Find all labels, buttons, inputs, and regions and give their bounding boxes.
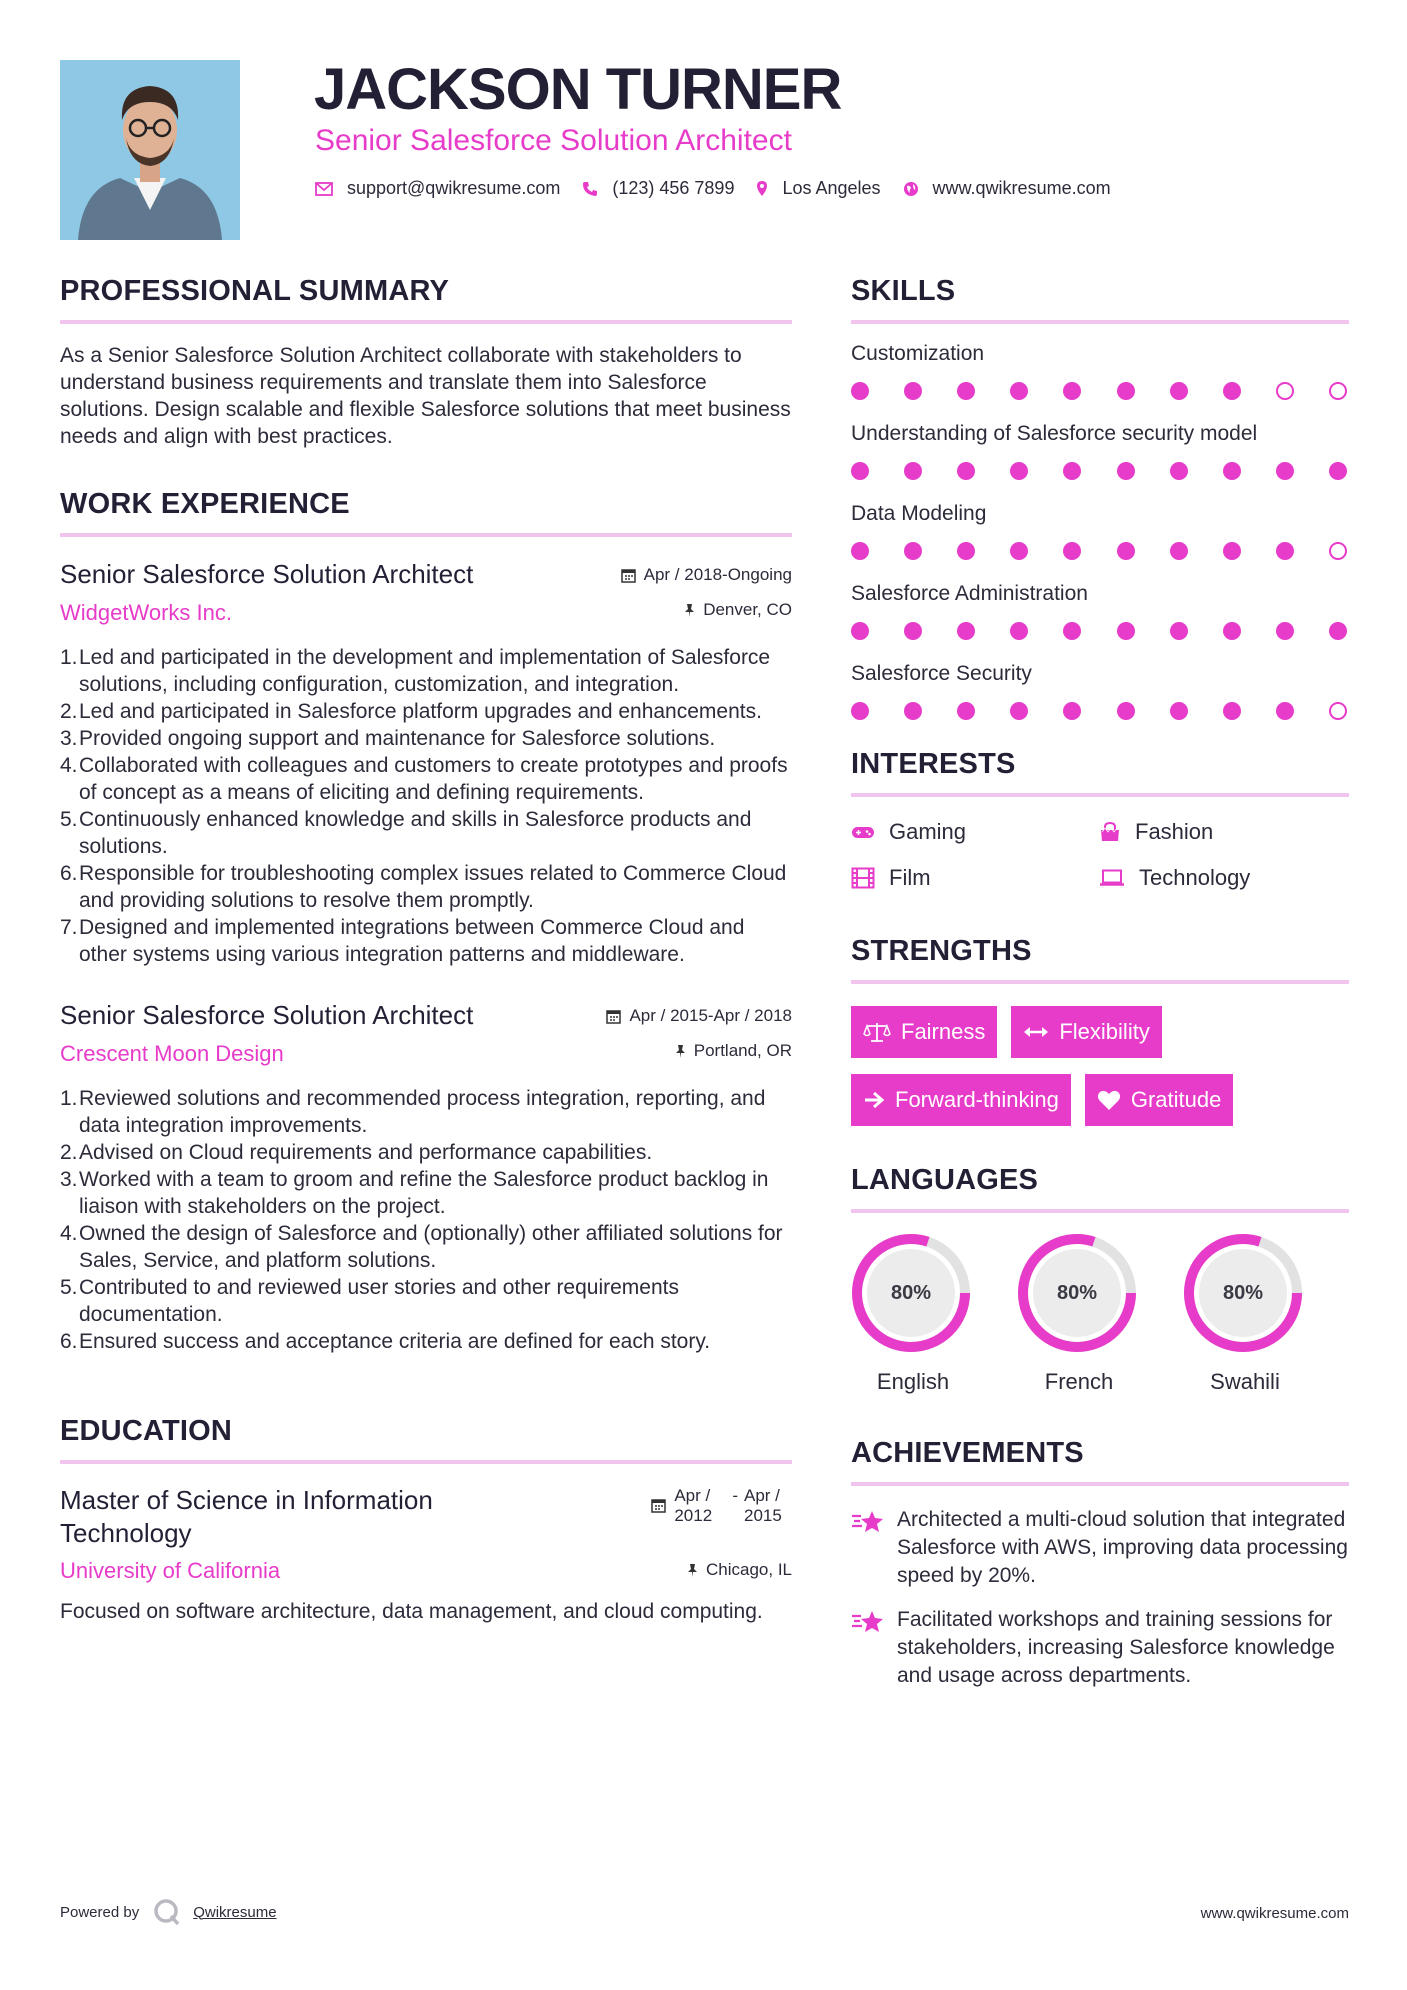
bullet-text: Led and participated in the development and implementation of Salesforce solutions, including configuration, customization, and integration.: [79, 646, 771, 696]
achievement-item: [851, 1606, 1349, 1690]
language-ring: [849, 1231, 973, 1355]
strength-chip: [1085, 1074, 1234, 1126]
skill-rating: [851, 542, 1349, 560]
rating-dot-filled: [957, 542, 975, 560]
skills-section: [851, 275, 1349, 720]
arrow-right-icon: [863, 1091, 885, 1109]
bullet-text: Designed and implemented integrations between Commerce Cloud and other systems using various integration patterns and middleware.: [79, 916, 745, 966]
interests-heading: INTERESTS: [851, 748, 1016, 780]
bullet-text: Provided ongoing support and maintenance for Salesforce solutions.: [79, 727, 716, 750]
experience-heading: WORK EXPERIENCE: [60, 488, 350, 520]
rating-dot-filled: [1223, 702, 1241, 720]
interests-list: [851, 819, 1349, 891]
education-location-text: Chicago, IL: [706, 1560, 792, 1579]
rating-dot-filled: [1329, 622, 1347, 640]
achievements-heading: ACHIEVEMENTS: [851, 1437, 1084, 1469]
rating-dot-filled: [1063, 462, 1081, 480]
rating-dot-filled: [851, 542, 869, 560]
summary-section: [60, 275, 792, 450]
interests-section: [851, 748, 1349, 891]
rating-dot-filled: [1010, 462, 1028, 480]
job-bullet: [60, 752, 792, 806]
job-date-text: Apr / 2015-Apr / 2018: [629, 1006, 792, 1025]
rating-dot-filled: [1223, 542, 1241, 560]
interest-label: Film: [889, 865, 931, 890]
film-icon: [851, 867, 875, 889]
rating-dot-filled: [1117, 702, 1135, 720]
rating-dot-filled: [904, 702, 922, 720]
bullet-text: Responsible for troubleshooting complex issues related to Commerce Cloud and providing solutions to resolve them promptly.: [79, 862, 787, 912]
footer-website[interactable]: www.qwikresume.com: [1200, 1905, 1349, 1922]
language-item: [1183, 1231, 1349, 1395]
powered-by-text: Powered by: [60, 1903, 140, 1921]
rating-dot-filled: [1276, 542, 1294, 560]
rating-dot-filled: [851, 702, 869, 720]
contact-phone[interactable]: [582, 178, 734, 199]
contact-location-text: Los Angeles: [782, 178, 881, 198]
achievements-list: [851, 1506, 1349, 1690]
skill-name: Understanding of Salesforce security model: [851, 422, 1258, 445]
languages-heading: LANGUAGES: [851, 1164, 1039, 1196]
rating-dot-filled: [904, 462, 922, 480]
strength-label: Gratitude: [1130, 1087, 1222, 1112]
summary-heading: PROFESSIONAL SUMMARY: [60, 275, 450, 307]
rating-dot-filled: [1276, 622, 1294, 640]
balance-scale-icon: [863, 1021, 891, 1043]
rating-dot-filled: [851, 622, 869, 640]
job-entry: [60, 559, 792, 968]
pushpin-icon: [684, 603, 695, 618]
skill-rating: [851, 462, 1349, 480]
rating-dot-filled: [1063, 542, 1081, 560]
rating-dot-filled: [1010, 542, 1028, 560]
job-company: Crescent Moon Design: [60, 1041, 284, 1066]
skill-name: Customization: [851, 342, 985, 365]
rating-dot-filled: [1117, 382, 1135, 400]
strength-label: Forward-thinking: [895, 1087, 1059, 1112]
achievement-text: Architected a multi-cloud solution that integrated Salesforce with AWS, improving data processing speed by 20%.: [897, 1508, 1348, 1587]
rating-dot-filled: [1170, 382, 1188, 400]
bullet-text: Reviewed solutions and recommended process integration, reporting, and data integration improvements.: [79, 1087, 766, 1137]
bullet-number: 1.: [60, 646, 78, 669]
rating-dot-filled: [1010, 622, 1028, 640]
globe-icon: [903, 181, 919, 197]
language-percent: 80%: [890, 1282, 932, 1304]
interest-item: [1099, 819, 1347, 845]
job-title: Senior Salesforce Solution Architect: [60, 1000, 474, 1030]
section-divider: [851, 980, 1349, 984]
bullet-text: Worked with a team to groom and refine the Salesforce product backlog in liaison with stakeholders on the project.: [79, 1168, 769, 1218]
section-divider: [851, 1209, 1349, 1213]
skill-item: [851, 502, 1349, 560]
rating-dot-filled: [1223, 382, 1241, 400]
education-end: Apr / 2015: [744, 1486, 782, 1525]
rating-dot-filled: [1223, 622, 1241, 640]
rating-dot-filled: [1063, 622, 1081, 640]
bullet-number: 6.: [60, 862, 78, 885]
calendar-icon: [651, 1498, 666, 1513]
skill-item: [851, 342, 1349, 400]
education-heading: EDUCATION: [60, 1415, 233, 1447]
job-bullet: [60, 1139, 792, 1166]
contact-phone-text: (123) 456 7899: [612, 178, 735, 198]
strength-chip: [851, 1074, 1071, 1126]
interest-label: Technology: [1139, 865, 1251, 890]
job-date-text: Apr / 2018-Ongoing: [643, 565, 792, 584]
rating-dot-filled: [1010, 382, 1028, 400]
strength-chip: [851, 1006, 997, 1058]
shopping-bag-icon: [1099, 821, 1121, 843]
skills-list: [851, 342, 1349, 720]
language-name: French: [1044, 1369, 1114, 1394]
strength-label: Flexibility: [1059, 1019, 1150, 1044]
bullet-text: Contributed to and reviewed user stories and other requirements documentation.: [79, 1276, 679, 1326]
language-ring: [1015, 1231, 1139, 1355]
bullet-number: 2.: [60, 1141, 78, 1164]
job-bullet: [60, 1166, 792, 1220]
job-location-text: Portland, OR: [693, 1041, 792, 1060]
calendar-icon: [621, 568, 636, 583]
strengths-section: [851, 935, 1349, 1126]
rating-dot-filled: [1170, 622, 1188, 640]
education-start: Apr / 2012: [674, 1486, 713, 1525]
job-bullet: [60, 806, 792, 860]
rating-dot-filled: [957, 702, 975, 720]
job-bullet: [60, 1274, 792, 1328]
rating-dot-filled: [1329, 462, 1347, 480]
language-ring: [1181, 1231, 1305, 1355]
rating-dot-filled: [1170, 542, 1188, 560]
interest-label: Gaming: [889, 819, 967, 844]
bullet-text: Led and participated in Salesforce platform upgrades and enhancements.: [79, 700, 762, 723]
contact-email-text: support@qwikresume.com: [347, 178, 561, 198]
bullet-text: Ensured success and acceptance criteria are defined for each story.: [79, 1330, 711, 1353]
strength-label: Fairness: [901, 1019, 986, 1044]
job-bullet: [60, 1085, 792, 1139]
section-divider: [60, 533, 792, 537]
rating-dot-filled: [957, 382, 975, 400]
job-bullets: [60, 1085, 792, 1355]
bullet-number: 4.: [60, 754, 78, 777]
shooting-star-icon: [851, 1508, 885, 1536]
school-name: University of California: [60, 1558, 281, 1583]
envelope-icon: [315, 182, 333, 196]
phone-icon: [582, 181, 598, 197]
achievements-section: [851, 1437, 1349, 1690]
experience-section: [60, 488, 792, 1355]
rating-dot-filled: [1117, 462, 1135, 480]
language-percent: 80%: [1222, 1282, 1264, 1304]
bullet-text: Owned the design of Salesforce and (optionally) other affiliated solutions for Sales, Service, and platform solutions.: [79, 1222, 783, 1272]
skill-name: Salesforce Administration: [851, 582, 1088, 605]
rating-dot-filled: [851, 382, 869, 400]
rating-dot-filled: [1010, 702, 1028, 720]
degree-title: Master of Science in Information Technology: [60, 1485, 433, 1548]
job-bullet: [60, 1220, 792, 1274]
arrows-horizontal-icon: [1023, 1025, 1049, 1039]
job-location: [675, 1041, 792, 1061]
job-bullet: [60, 725, 792, 752]
skill-item: [851, 582, 1349, 640]
bullet-number: 6.: [60, 1330, 78, 1353]
bullet-number: 4.: [60, 1222, 78, 1245]
achievement-item: [851, 1506, 1349, 1590]
calendar-icon: [606, 1009, 621, 1024]
job-location: [684, 600, 792, 620]
job-bullet: [60, 914, 792, 968]
interest-label: Fashion: [1135, 819, 1214, 844]
achievement-text: Facilitated workshops and training sessions for stakeholders, increasing Salesforce knowledge and usage across departments.: [897, 1608, 1335, 1687]
languages-list: [851, 1231, 1349, 1395]
rating-dot-filled: [957, 622, 975, 640]
skill-rating: [851, 622, 1349, 640]
contact-email[interactable]: [315, 178, 560, 199]
laptop-icon: [1099, 869, 1125, 887]
job-title: Senior Salesforce Solution Architect: [60, 559, 474, 589]
rating-dot-empty: [1329, 382, 1347, 400]
language-name: English: [876, 1369, 950, 1394]
interest-item: [851, 819, 1099, 845]
skill-rating: [851, 702, 1349, 720]
candidate-title: Senior Salesforce Solution Architect: [315, 124, 792, 157]
rating-dot-filled: [1276, 702, 1294, 720]
contact-website-text: www.qwikresume.com: [932, 178, 1111, 198]
section-divider: [60, 320, 792, 324]
job-bullets: [60, 644, 792, 968]
rating-dot-filled: [1170, 462, 1188, 480]
rating-dot-empty: [1276, 382, 1294, 400]
person-portrait-icon: [60, 60, 240, 240]
skill-item: [851, 422, 1349, 480]
skills-heading: SKILLS: [851, 275, 956, 307]
rating-dot-filled: [851, 462, 869, 480]
left-column: [60, 275, 792, 1625]
bullet-number: 2.: [60, 700, 78, 723]
pushpin-icon: [687, 1563, 698, 1578]
job-entry: [60, 1000, 792, 1355]
languages-section: [851, 1164, 1349, 1395]
bullet-number: 3.: [60, 1168, 78, 1191]
section-divider: [60, 1460, 792, 1464]
bullet-number: 3.: [60, 727, 78, 750]
job-bullet: [60, 698, 792, 725]
language-percent: 80%: [1056, 1282, 1098, 1304]
interest-item: [851, 865, 1099, 891]
rating-dot-filled: [904, 622, 922, 640]
rating-dot-filled: [904, 382, 922, 400]
education-section: [60, 1415, 792, 1625]
bullet-text: Advised on Cloud requirements and performance capabilities.: [79, 1141, 653, 1164]
candidate-name: JACKSON TURNER: [314, 57, 842, 122]
education-description: Focused on software architecture, data management, and cloud computing.: [60, 1600, 763, 1623]
shooting-star-icon: [851, 1608, 885, 1636]
contact-location: [756, 178, 880, 199]
profile-photo: [60, 60, 240, 240]
strength-chip: [1011, 1006, 1161, 1058]
language-item: [1017, 1231, 1183, 1395]
skill-name: Salesforce Security: [851, 662, 1032, 685]
heart-icon: [1097, 1089, 1121, 1111]
education-dates: Apr / 2012 - Apr / 2015: [651, 1486, 792, 1526]
rating-dot-filled: [1117, 622, 1135, 640]
language-item: [851, 1231, 1017, 1395]
language-name: Swahili: [1210, 1369, 1280, 1394]
job-date: [621, 565, 792, 585]
gamepad-icon: [851, 824, 875, 840]
bullet-text: Collaborated with colleagues and customers to create prototypes and proofs of concept as a means of eliciting and defining requirements.: [79, 754, 788, 804]
bullet-number: 1.: [60, 1087, 78, 1110]
rating-dot-filled: [957, 462, 975, 480]
interest-item: [1099, 865, 1347, 891]
job-location-text: Denver, CO: [703, 600, 792, 619]
job-date: [606, 1006, 792, 1026]
section-divider: [851, 793, 1349, 797]
skill-name: Data Modeling: [851, 502, 987, 525]
rating-dot-filled: [1063, 382, 1081, 400]
bullet-number: 7.: [60, 916, 78, 939]
rating-dot-filled: [1170, 702, 1188, 720]
rating-dot-filled: [904, 542, 922, 560]
section-divider: [851, 320, 1349, 324]
bullet-number: 5.: [60, 1276, 78, 1299]
skill-item: [851, 662, 1349, 720]
rating-dot-empty: [1329, 702, 1347, 720]
bullet-text: Continuously enhanced knowledge and skills in Salesforce products and solutions.: [79, 808, 752, 858]
rating-dot-filled: [1276, 462, 1294, 480]
section-divider: [851, 1482, 1349, 1486]
map-pin-icon: [756, 180, 768, 197]
job-bullet: [60, 860, 792, 914]
education-location: [687, 1560, 792, 1580]
job-company: WidgetWorks Inc.: [60, 600, 232, 625]
job-bullet: [60, 644, 792, 698]
rating-dot-filled: [1117, 542, 1135, 560]
brand-link[interactable]: Qwikresume: [193, 1903, 277, 1921]
rating-dot-empty: [1329, 542, 1347, 560]
bullet-number: 5.: [60, 808, 78, 831]
education-entry: [60, 1484, 792, 1625]
summary-text: As a Senior Salesforce Solution Architect collaborate with stakeholders to understand business requirements and translate them into Salesforce solutions. Design scalable and flexible Salesforce solutions that meet business needs and align with best practices.: [60, 344, 791, 448]
contact-bar: [315, 178, 1133, 199]
qwikresume-logo-icon: [153, 1898, 181, 1926]
right-column: [851, 275, 1349, 1690]
strengths-heading: STRENGTHS: [851, 935, 1032, 967]
contact-website[interactable]: [903, 178, 1111, 199]
pushpin-icon: [675, 1044, 686, 1059]
rating-dot-filled: [1063, 702, 1081, 720]
rating-dot-filled: [1223, 462, 1241, 480]
job-bullet: [60, 1328, 792, 1355]
footer-powered-by: [60, 1898, 277, 1926]
skill-rating: [851, 382, 1349, 400]
strengths-list: [851, 1006, 1349, 1126]
